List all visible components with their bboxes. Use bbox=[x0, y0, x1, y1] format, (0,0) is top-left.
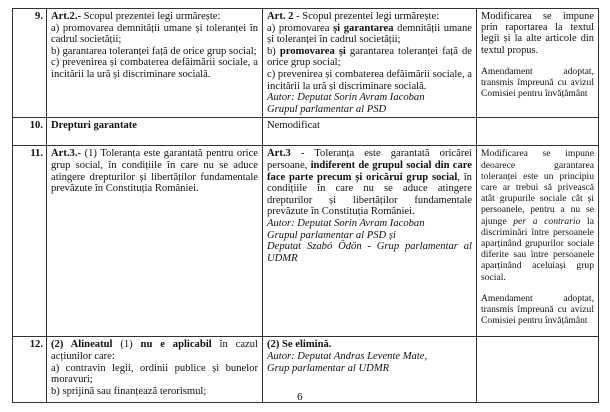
original-text-cell bbox=[47, 9, 263, 118]
text: nu e aplicabil bbox=[140, 339, 212, 351]
text: Modificarea se impune prin raportarea la textul legii și la alte articole din textul propus. bbox=[481, 11, 594, 56]
table-row bbox=[13, 9, 599, 118]
text: în cazul acțiunilor care: bbox=[51, 339, 258, 362]
status: Amendament adoptat, transmis împreună cu avizul Comisiei pentru învățământ bbox=[481, 292, 594, 327]
text: b) bbox=[267, 45, 280, 57]
row-number: 12. bbox=[13, 337, 47, 403]
row-number: 11. bbox=[13, 146, 47, 337]
author-group: Grup parlamentar al UDMR bbox=[267, 362, 390, 374]
text: la discriminări între persoanele aparținând grupurilor sociale diferite sau între persoanele aparținând aceluiași grup social. bbox=[481, 215, 594, 283]
text: c) prevenirea și combaterea defăimării sociale, a incitării la ură și discriminare socială. bbox=[51, 57, 258, 80]
text: - Scopul prezentei legi urmărește: bbox=[293, 11, 440, 22]
motivation-cell bbox=[477, 118, 599, 146]
text: garantarea toleranței față de orice grup social; bbox=[267, 45, 472, 69]
text: promovarea și bbox=[279, 45, 346, 57]
text: (2) Alineatul bbox=[51, 339, 113, 351]
text: - Toleranța este garantată oricărei persoane, bbox=[267, 148, 472, 171]
table-row bbox=[13, 118, 599, 146]
text: (2) Se elimină. bbox=[267, 339, 332, 351]
motivation-cell bbox=[477, 337, 599, 403]
author: Autor: Deputat Sorin Avram Iacoban bbox=[267, 92, 425, 104]
article-title: Art.3 bbox=[267, 148, 291, 160]
motivation-cell bbox=[477, 9, 599, 118]
text: , în condițiile în care nu se aduce atingere drepturilor și libertăților fundamentale prevăzute în Constituția României. bbox=[267, 171, 472, 218]
text: (1) Toleranța este garantată pentru orice grup social, în condițiile în care nu se aduce atingere drepturilor și libertăților fundamentale prevăzute în Constituția României. bbox=[51, 148, 258, 195]
text: Nemodificat bbox=[267, 120, 320, 132]
page-number: 6 bbox=[297, 391, 303, 403]
author: Deputat Szabó Ödön - Grup parlamentar al UDMR bbox=[267, 241, 472, 264]
text: Scopul prezentei legi urmărește: bbox=[81, 11, 221, 22]
article-title: Art.2.- bbox=[51, 11, 82, 22]
text: b) sprijină sau finanțează terorismul; bbox=[51, 385, 207, 397]
author-group: Grupul parlamentar al PSD bbox=[267, 103, 387, 115]
status: Amendament adoptat, transmis împreună cu avizul Comisiei pentru învățământ bbox=[481, 65, 594, 100]
text: (1) bbox=[112, 339, 141, 351]
text: b) garantarea toleranței față de orice grup social; bbox=[51, 45, 257, 57]
amended-text-cell bbox=[263, 337, 477, 403]
row-number: 9. bbox=[13, 9, 47, 118]
text: indiferent de grupul social din care face parte precum și oricărui grup social bbox=[267, 159, 472, 183]
amended-text-cell bbox=[263, 118, 477, 146]
text: a) contravin legii, ordinii publice și bunelor moravuri; bbox=[51, 362, 258, 386]
table-row bbox=[13, 146, 599, 337]
text: c) prevenirea și combaterea defăimării sociale, a incitării la ură și discriminare socială. bbox=[267, 68, 472, 92]
amendments-table bbox=[12, 8, 599, 403]
motivation-cell bbox=[477, 146, 599, 337]
amended-text-cell bbox=[263, 146, 477, 337]
text: a) promovarea demnității umane și toleranței în cadrul societății; bbox=[51, 22, 258, 46]
author: Autor: Deputat Andras Levente Mate, bbox=[267, 350, 428, 362]
table-row bbox=[13, 337, 599, 403]
original-text-cell bbox=[47, 146, 263, 337]
article-title: Art.3.- bbox=[51, 148, 82, 160]
row-number: 10. bbox=[13, 118, 47, 146]
original-text-cell bbox=[47, 337, 263, 403]
text: Modificarea se impune deoarece garantarea toleranței este un principiu care ar trebui să privească atât grupurile sociale cât și persoanele, pentru a nu se ajunge bbox=[481, 148, 594, 227]
original-text-cell bbox=[47, 118, 263, 146]
section-title: Drepturi garantate bbox=[51, 120, 138, 132]
amended-text-cell bbox=[263, 9, 477, 118]
author: Autor: Deputat Sorin Avram Iacoban bbox=[267, 217, 425, 229]
author-group: Grupul parlamentar al PSD și bbox=[267, 229, 396, 241]
text: per a contrario bbox=[513, 215, 581, 227]
article-title: Art. 2 bbox=[267, 11, 294, 22]
text: și garantarea bbox=[333, 22, 394, 34]
text: demnității umane și toleranței în cadrul societății; bbox=[267, 22, 472, 46]
text: a) promovarea bbox=[267, 22, 334, 34]
